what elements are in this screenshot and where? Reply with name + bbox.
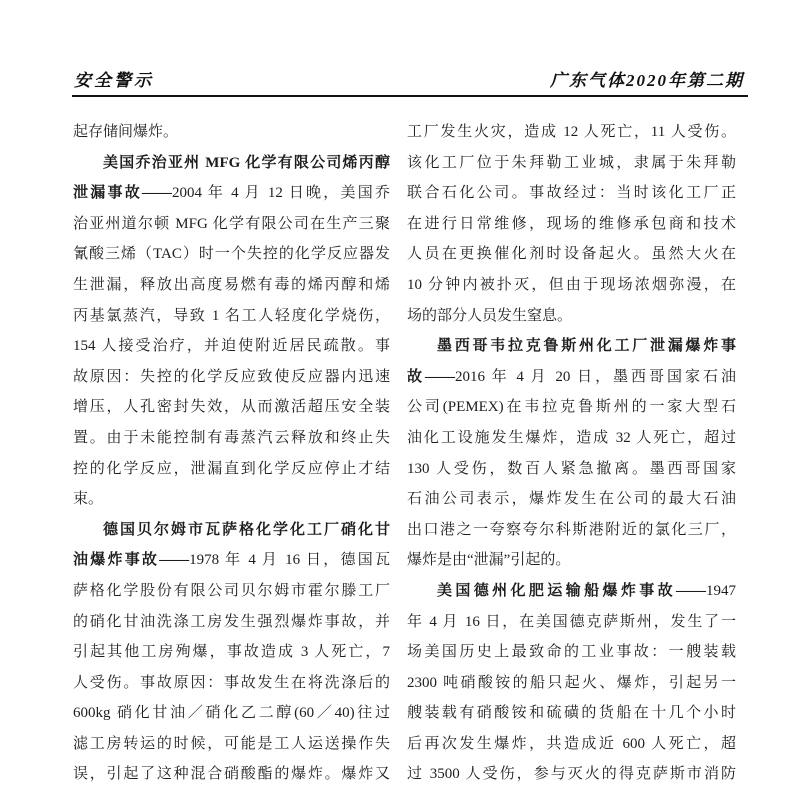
text-line — [73, 729, 390, 760]
body-text: 爆炸是由“泄漏”引起的。 — [407, 552, 571, 569]
text-line — [73, 545, 390, 576]
body-text: 艘装载有硝酸铵和硫磺的货船在十几个小时 — [407, 705, 736, 722]
body-text: 出口港之一夸察夸尔科斯港附近的氯化三厂， — [407, 521, 736, 538]
body-text: 场美国历史上最致命的工业事故：一艘装载 — [407, 644, 736, 661]
header-rule — [72, 95, 748, 97]
body-text: 治亚州道尔顿 MFG 化学有限公司在生产三聚 — [73, 215, 390, 232]
body-text: 130 人受伤，数百人紧急撤离。墨西哥国家 — [407, 460, 736, 477]
body-text: 场的部分人员发生窒息。 — [407, 307, 573, 324]
accident-heading-text: 德国贝尔姆市瓦萨格化学化工厂硝化甘 — [103, 521, 390, 538]
body-text: 2300 吨硝酸铵的船只起火、爆炸，引起另一 — [407, 674, 736, 691]
text-line — [407, 729, 736, 760]
text-line — [407, 209, 736, 240]
text-line — [407, 392, 736, 423]
text-line — [407, 484, 736, 515]
accident-heading-text: 墨西哥韦拉克鲁斯州化工厂泄漏爆炸事 — [437, 338, 736, 355]
accident-heading-text: 油爆炸事故—— — [73, 552, 190, 569]
body-text: 1978 年 4 月 16 日，德国瓦 — [189, 552, 390, 569]
text-line — [407, 362, 736, 393]
text-line — [73, 668, 390, 699]
body-text: 人受伤。事故原因：事故发生在将洗涤后的 — [73, 674, 390, 691]
text-line — [73, 301, 390, 332]
header-section-title: 安全警示 — [74, 71, 154, 90]
text-line — [407, 576, 736, 607]
accident-heading-text: 泄漏事故—— — [73, 185, 172, 202]
body-text: 10 分钟内被扑灭，但由于现场浓烟弥漫，在 — [407, 276, 736, 293]
body-text: 置。由于未能控制有毒蒸汽云释放和终止失 — [73, 429, 390, 446]
body-text: 控的化学反应，泄漏直到化学反应停止才结 — [73, 460, 390, 477]
text-line — [73, 239, 390, 270]
body-text: 丙基氯蒸汽，导致 1 名工人轻度化学烧伤， — [73, 307, 390, 324]
body-text: 人员在更换催化剂时设备起火。虽然大火在 — [407, 246, 736, 263]
text-line — [73, 454, 390, 485]
body-text: 联合石化公司。事故经过：当时该化工厂正 — [407, 185, 736, 202]
text-line — [407, 270, 736, 301]
text-column-right — [407, 117, 736, 790]
text-line — [407, 607, 736, 638]
body-text: 工厂发生火灾，造成 12 人死亡，11 人受伤。 — [407, 124, 736, 140]
body-text: 公司(PEMEX)在韦拉克鲁斯州的一家大型石 — [407, 399, 736, 416]
text-line — [73, 423, 390, 454]
body-text: 600kg 硝化甘油／硝化乙二醇(60／40)往过 — [73, 705, 390, 722]
header-issue-title: 广东气体2020年第二期 — [550, 71, 744, 90]
text-line — [73, 178, 390, 209]
body-text: 2004 年 4 月 12 日晚，美国乔 — [171, 185, 390, 202]
text-line — [407, 301, 736, 332]
text-line — [407, 423, 736, 454]
body-text: 起存储间爆炸。 — [73, 124, 179, 140]
text-line — [407, 148, 736, 179]
text-line — [73, 362, 390, 393]
text-line — [73, 515, 390, 546]
accident-heading-text: 美国德州化肥运输船爆炸事故—— — [437, 582, 706, 599]
text-line — [73, 484, 390, 515]
body-text: 油化工设施发生爆炸，造成 32 人死亡，超过 — [407, 429, 736, 446]
text-line — [407, 178, 736, 209]
body-text: 故原因：失控的化学反应致使反应器内迅速 — [73, 368, 390, 385]
body-text: 滤工房转运的时候，可能是工人运送操作失 — [73, 735, 390, 752]
text-line — [73, 392, 390, 423]
body-text: 过 3500 人受伤，参与灭火的得克萨斯市消防 — [407, 766, 736, 783]
text-line — [407, 637, 736, 668]
body-text: 154 人接受治疗，并迫使附近居民疏散。事 — [73, 338, 390, 355]
body-text: 该化工厂位于朱拜勒工业城，隶属于朱拜勒 — [407, 154, 736, 171]
accident-heading-text: 故—— — [407, 368, 455, 385]
text-line — [407, 545, 736, 576]
text-line — [73, 270, 390, 301]
text-line — [73, 148, 390, 179]
body-text: 引起其他工房殉爆，事故造成 3 人死亡，7 — [73, 644, 390, 661]
body-text: 束。 — [73, 491, 104, 508]
body-text: 后再次发生爆炸，共造成近 600 人死亡，超 — [407, 735, 736, 752]
body-text: 石油公司表示，爆炸发生在公司的最大石油 — [407, 491, 736, 508]
text-line — [73, 698, 390, 729]
text-line — [407, 117, 736, 148]
text-line — [407, 759, 736, 790]
body-text: 的硝化甘油洗涤工房发生强烈爆炸事故，并 — [73, 613, 390, 630]
text-line — [73, 331, 390, 362]
text-line — [73, 637, 390, 668]
body-text: 年 4 月 16 日，在美国德克萨斯州，发生了一 — [407, 613, 736, 630]
body-text: 生泄漏，释放出高度易燃有毒的烯丙醇和烯 — [73, 276, 390, 293]
text-line — [407, 698, 736, 729]
text-line — [73, 759, 390, 790]
text-line — [407, 454, 736, 485]
body-text: 1947 — [706, 582, 736, 599]
text-line — [407, 668, 736, 699]
text-line — [73, 209, 390, 240]
text-line — [407, 515, 736, 546]
body-text: 萨格化学股份有限公司贝尔姆市霍尔滕工厂 — [73, 582, 390, 599]
text-line — [407, 239, 736, 270]
text-line — [73, 576, 390, 607]
text-line — [73, 117, 390, 148]
body-text: 误，引起了这种混合硝酸酯的爆炸。爆炸又 — [73, 766, 390, 783]
text-column-left — [73, 117, 390, 790]
text-line — [73, 607, 390, 638]
body-text: 氰酸三烯（TAC）时一个失控的化学反应器发 — [73, 246, 390, 263]
body-text: 2016 年 4 月 20 日，墨西哥国家石油 — [454, 368, 736, 385]
body-text: 在进行日常维修，现场的维修承包商和技术 — [407, 215, 736, 232]
accident-heading-text: 美国乔治亚州 MFG 化学有限公司烯丙醇 — [103, 154, 390, 171]
body-text: 增压，人孔密封失效，从而激活超压安全装 — [73, 399, 390, 416]
text-line — [407, 331, 736, 362]
